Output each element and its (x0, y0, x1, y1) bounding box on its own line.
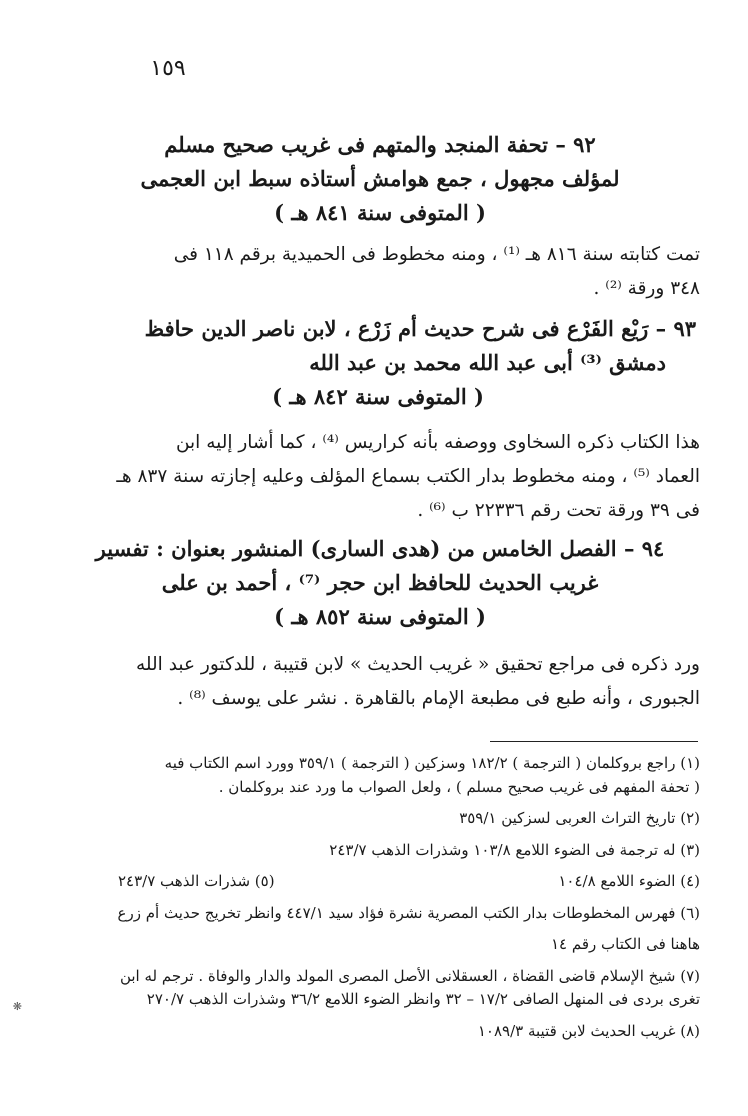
footnote-8: (٨) غريب الحديث لابن قتيبة ١٠٨٩/٣ (477, 1021, 700, 1040)
footnote-6: (٦) فهرس المخطوطات بدار الكتب المصرية نشرة فؤاد سيد ٤٤٧/١ وانظر تخريج حديث أم زرع (117, 903, 700, 922)
footnote-1-continued: ( تحفة المفهم فى غريب صحيح مسلم ) ، ولعل الصواب ما ورد عند بروكلمان . (218, 777, 700, 796)
entry-93-body-line: فى ٣٩ ورقة تحت رقم ٢٢٣٣٦ ب ⁽⁶⁾ . (417, 500, 700, 521)
footnote-3: (٣) له ترجمة فى الضوء اللامع ١٠٣/٨ وشذرات الذهب ٢٤٣/٧ (329, 840, 700, 859)
entry-93-body-line: هذا الكتاب ذكره السخاوى ووصفه بأنه كراريس ⁽⁴⁾ ، كما أشار إليه ابن (175, 432, 700, 453)
footnote-6-continued: هاهنا فى الكتاب رقم ١٤ (551, 935, 700, 953)
page-number: ١٥٩ (150, 56, 186, 81)
footnote-4: (٤) الضوء اللامع ١٠٤/٨ (558, 872, 700, 890)
entry-94-title-line: ٩٤ – الفصل الخامس من (هدى السارى) المنشور بعنوان : تفسير (95, 536, 665, 561)
entry-93-title-line: ٩٣ – رَيْع الفَرْع فى شرح حديث أم زَرْع ، لابن ناصر الدين حافظ (144, 316, 696, 341)
footnote-7: (٧) شيخ الإسلام قاضى القضاة ، العسقلانى الأصل المصرى المولد والدار والوفاة . ترجم له ابن (119, 966, 700, 985)
footnote-7-continued: تغرى بردى فى المنهل الصافى ١٧/٢ – ٣٢ وانظر الضوء اللامع ٣٦/٢ وشذرات الذهب ٢٧٠/٧ (146, 990, 700, 1008)
entry-92-body-line: ٣٤٨ ورقة ⁽²⁾ . (593, 278, 700, 299)
entry-92-body (70, 238, 700, 306)
entry-93-title-line: دمشق ⁽³⁾ أبى عبد الله محمد بن عبد الله (309, 350, 666, 375)
entry-94-body-line: ورد ذكره فى مراجع تحقيق « غريب الحديث » لابن قتيبة ، للدكتور عبد الله (136, 654, 700, 675)
footnote-1: (١) راجع بروكلمان ( الترجمة ) ١٨٢/٢ وسزكين ( الترجمة ) ٣٥٩/١ وورد اسم الكتاب فيه (164, 754, 700, 772)
entry-93-body-line: العماد ⁽⁵⁾ ، ومنه مخطوط بدار الكتب بسماع المؤلف وعليه إجازته سنة ٨٣٧ هـ (116, 466, 700, 487)
entry-92-title-line: لمؤلف مجهول ، جمع هوامش أستاذه سبط ابن العجمى (140, 166, 620, 191)
entry-92-title (60, 128, 700, 230)
footnote-5: (٥) شذرات الذهب ٢٤٣/٧ (118, 872, 275, 890)
entry-94-body-line: الجبورى ، وأنه طبع فى مطبعة الإمام بالقاهرة . نشر على يوسف ⁽⁸⁾ . (177, 688, 700, 709)
footnote-divider (490, 741, 698, 742)
entry-94-death-year: ( المتوفى سنة ٨٥٢ هـ ) (274, 604, 486, 629)
entry-92-death-year: ( المتوفى سنة ٨٤١ هـ ) (274, 200, 486, 225)
footnote-2: (٢) تاريخ التراث العربى لسزكين ٣٥٩/١ (459, 809, 700, 827)
entry-94-body (70, 648, 700, 716)
entry-92-body-line: تمت كتابته سنة ٨١٦ هـ ⁽¹⁾ ، ومنه مخطوط فى الحميدية برقم ١١٨ فى (173, 244, 700, 265)
margin-mark-icon: ❋ (12, 1000, 22, 1013)
entry-93-death-year: ( المتوفى سنة ٨٤٢ هـ ) (272, 384, 484, 409)
entry-94-title-line: غريب الحديث للحافظ ابن حجر ⁽⁷⁾ ، أحمد بن على (161, 570, 599, 595)
entry-93-title (60, 312, 696, 414)
entry-93-body (70, 426, 700, 528)
entry-92-title-line: ٩٢ – تحفة المنجد والمتهم فى غريب صحيح مسلم (164, 132, 596, 157)
footnote-row-4-5 (96, 870, 700, 894)
footnotes (96, 752, 700, 1043)
entry-94-title (60, 532, 700, 634)
